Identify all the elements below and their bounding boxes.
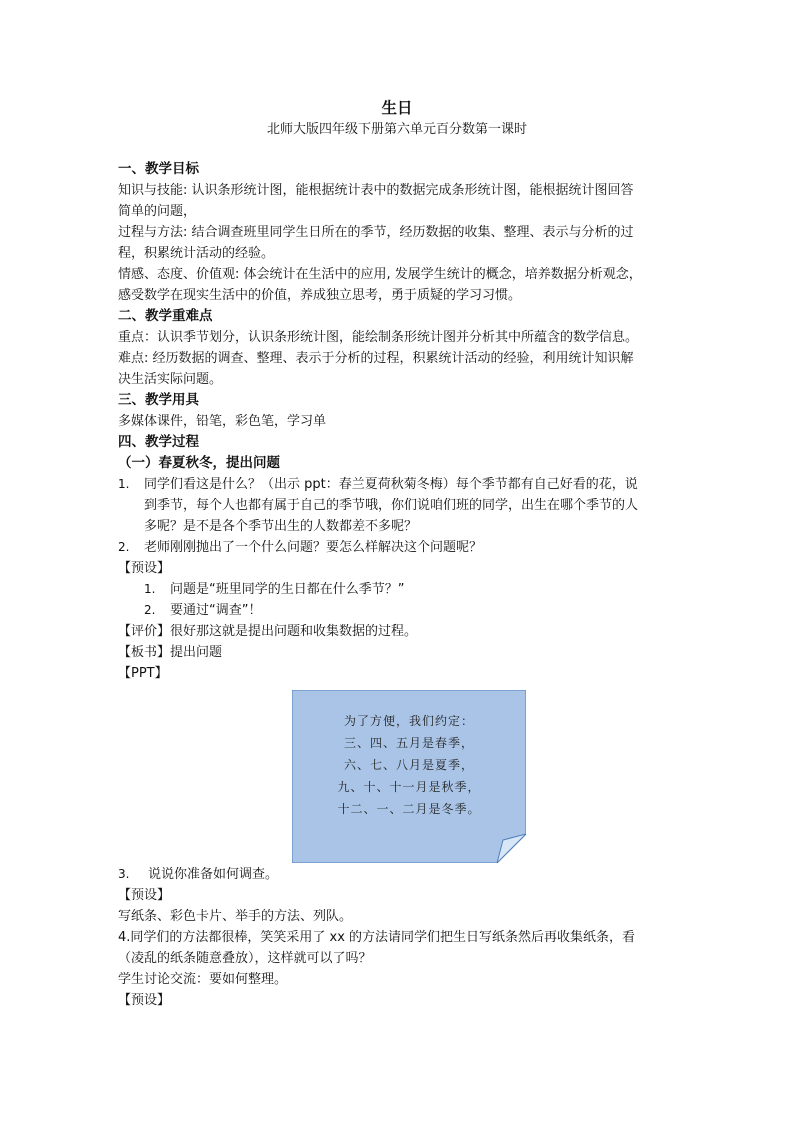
- list-item-continuation: 多呢？是不是各个季节出生的人数都差不多呢？: [144, 519, 418, 534]
- paragraph-line: 学生讨论交流：要如何整理。: [118, 972, 288, 987]
- preset-label: 【预设】: [118, 561, 171, 576]
- paragraph-line: 4.同学们的方法都很棒，笑笑采用了 xx 的方法请同学们把生日写纸条然后再收集纸条，看: [118, 930, 636, 945]
- section-heading: 一、教学目标: [118, 161, 199, 177]
- board-line: 【板书】提出问题: [118, 645, 223, 660]
- preset-label: 【预设】: [118, 888, 171, 903]
- section-teaching-goals: [118, 159, 678, 684]
- list-number: 3.: [118, 867, 130, 881]
- paragraph-line: 多媒体课件，铅笔，彩色笔，学习单: [118, 414, 327, 429]
- note-line: 十二、一、二月是冬季。: [337, 802, 481, 816]
- subsection-heading: （一）春夏秋冬，提出问题: [118, 455, 280, 471]
- note-line: 六、七、八月是夏季，: [343, 758, 474, 772]
- section-continuation: [118, 864, 678, 1011]
- paragraph-line: 过程与方法: 结合调查班里同学生日所在的季节，经历数据的收集、整理、表示与分析的过: [118, 225, 634, 240]
- list-number: 1.: [118, 477, 130, 491]
- list-number: 1.: [144, 582, 156, 596]
- paragraph-line: （凌乱的纸条随意叠放），这样就可以了吗？: [118, 951, 372, 966]
- paragraph-line: 知识与技能: 认识条形统计图，能根据统计表中的数据完成条形统计图，能根据统计图回答: [118, 183, 634, 198]
- list-item: [118, 474, 678, 495]
- list-item-text: 老师刚刚抛出了一个什么问题？要怎么样解决这个问题呢？: [144, 540, 483, 555]
- note-line: 为了方便，我们约定：: [343, 714, 474, 728]
- document-title: 生日: [381, 99, 413, 117]
- list-item-text: 说说你准备如何调查。: [148, 867, 279, 882]
- ppt-sticky-note: [292, 690, 526, 863]
- list-item: [118, 537, 678, 558]
- list-number: 2.: [144, 603, 156, 617]
- list-item: [118, 864, 678, 885]
- paragraph-line: 简单的问题，: [118, 204, 197, 219]
- preset-label: 【预设】: [118, 993, 171, 1008]
- paragraph-line: 重点：认识季节划分，认识条形统计图，能绘制条形统计图并分析其中所蕴含的数学信息。: [118, 330, 639, 345]
- paragraph-line: 程，积累统计活动的经验。: [118, 246, 275, 261]
- paragraph-line: 情感、态度、价值观: 体会统计在生活中的应用, 发展学生统计的概念，培养数据分析观念，: [118, 267, 642, 282]
- section-heading: 四、教学过程: [118, 434, 199, 450]
- list-item-text: 要通过“调查”！: [170, 603, 262, 618]
- paragraph-line: 难点: 经历数据的调查、整理、表示于分析的过程，积累统计活动的经验，利用统计知识解: [118, 351, 634, 366]
- list-item-text: 问题是“班里同学的生日都在什么季节？”: [170, 582, 405, 597]
- list-number: 2.: [118, 540, 130, 554]
- section-heading: 二、教学重难点: [118, 308, 213, 324]
- paragraph-line: 写纸条、彩色卡片、举手的方法、列队。: [118, 909, 353, 924]
- evaluation-line: 【评价】很好那这就是提出问题和收集数据的过程。: [118, 624, 418, 639]
- list-item: [118, 600, 678, 621]
- note-line: 九、十、十一月是秋季，: [337, 780, 481, 794]
- paragraph-line: 决生活实际问题。: [118, 372, 223, 387]
- paragraph-line: 感受数学在现实生活中的价值，养成独立思考，勇于质疑的学习习惯。: [118, 288, 522, 303]
- note-line: 三、四、五月是春季，: [343, 736, 474, 750]
- list-item-continuation: 到季节，每个人也都有属于自己的季节哦，你们说咱们班的同学，出生在哪个季节的人: [144, 498, 639, 513]
- ppt-label: 【PPT】: [118, 666, 168, 681]
- list-item: [118, 579, 678, 600]
- note-text: [292, 710, 526, 820]
- list-item-text: 同学们看这是什么？（出示 ppt：春兰夏荷秋菊冬梅）每个季节都有自己好看的花，说: [144, 477, 638, 492]
- document-subtitle: 北师大版四年级下册第六单元百分数第一课时: [266, 122, 527, 137]
- section-heading: 三、教学用具: [118, 392, 199, 408]
